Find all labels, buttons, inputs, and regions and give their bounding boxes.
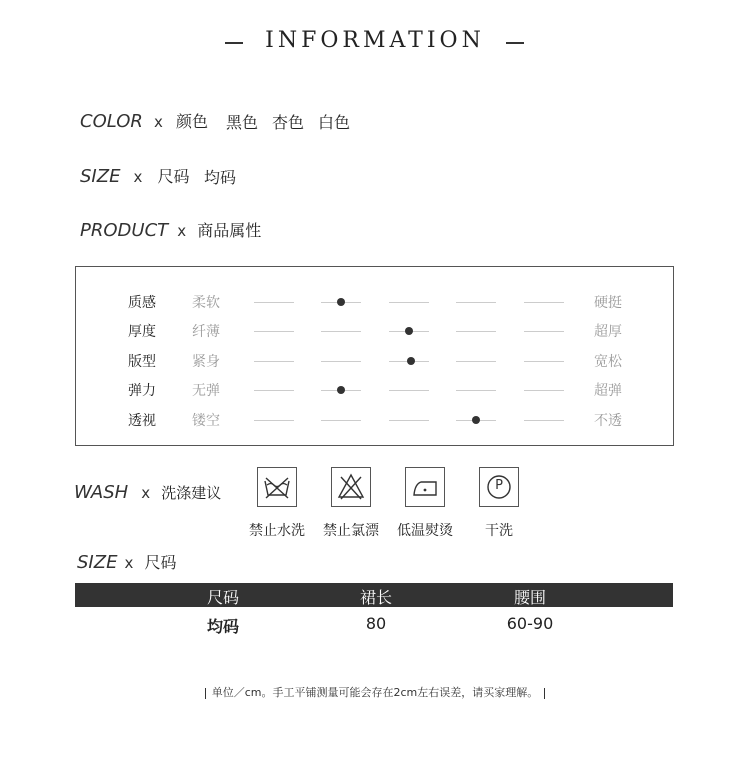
scale-segment: [254, 390, 294, 391]
attribute-right-label: 超厚: [594, 324, 622, 340]
scale-segment: [524, 302, 564, 303]
product-label-en: PRODUCT: [80, 220, 169, 241]
attribute-left-label: 镂空: [192, 413, 220, 429]
attribute-right-label: 超弹: [594, 383, 622, 399]
attribute-left-label: 柔软: [192, 295, 220, 311]
attribute-row: [76, 351, 675, 371]
size-label-en: SIZE: [80, 166, 121, 187]
scale-segment: [524, 331, 564, 332]
size-cell-length: 80: [365, 614, 387, 633]
scale-segment: [321, 420, 361, 421]
dry-clean-icon: [479, 467, 519, 507]
scale-segment: [524, 390, 564, 391]
color-value-1: 黑色: [226, 113, 259, 132]
footnote: [0, 684, 750, 700]
low-temp-iron-icon: [405, 467, 445, 507]
scale-marker: [407, 357, 415, 365]
scale-segment: [456, 390, 496, 391]
no-bleach-icon: [331, 467, 371, 507]
footnote-bar-left: [205, 688, 206, 699]
product-row: [80, 218, 261, 241]
scale-segment: [389, 390, 429, 391]
scale-segment: [254, 361, 294, 362]
size-value: 均码: [204, 168, 237, 187]
size-cell-size: 均码: [206, 617, 239, 636]
color-x: x: [153, 113, 163, 131]
wash-label-4: 干洗: [485, 523, 513, 539]
attribute-row: [76, 410, 675, 430]
wash-x: x: [141, 484, 151, 502]
size-table-header: [75, 583, 673, 607]
size-header-length: 裙长: [359, 588, 392, 607]
title-section: [0, 28, 750, 58]
scale-segment: [456, 302, 496, 303]
size-cell-waist: 60-90: [506, 614, 554, 633]
scale-segment: [254, 420, 294, 421]
size-label-zh: 尺码: [157, 167, 190, 186]
scale-marker: [337, 386, 345, 394]
wash-label-1: 禁止水洗: [249, 523, 305, 539]
wash-label-3: 低温熨烫: [397, 523, 453, 539]
color-value-2: 杏色: [272, 113, 305, 132]
attribute-right-label: 硬挺: [594, 295, 622, 311]
scale-marker: [472, 416, 480, 424]
scale-segment: [321, 331, 361, 332]
attribute-box: [75, 266, 674, 446]
footnote-bar-right: [544, 688, 545, 699]
page-title: INFORMATION: [265, 28, 485, 53]
scale-segment: [456, 331, 496, 332]
size-table-label-en: SIZE: [77, 552, 118, 573]
attribute-right-label: 不透: [594, 413, 622, 429]
scale-segment: [524, 420, 564, 421]
color-label-zh: 颜色: [175, 112, 208, 131]
size-table-row: [77, 550, 177, 573]
product-x: x: [177, 222, 187, 240]
attribute-left-label: 紧身: [192, 354, 220, 370]
scale-marker: [405, 327, 413, 335]
size-row: [80, 164, 190, 187]
attribute-name: 版型: [128, 354, 156, 370]
no-water-wash-icon: [257, 467, 297, 507]
size-table-label-zh: 尺码: [144, 553, 177, 572]
scale-segment: [254, 331, 294, 332]
wash-label-zh: 洗涤建议: [161, 484, 222, 502]
scale-segment: [254, 302, 294, 303]
dry-clean-symbol: P: [495, 478, 503, 493]
color-label-en: COLOR: [80, 111, 143, 132]
attribute-right-label: 宽松: [594, 354, 622, 370]
size-table-x: x: [124, 554, 134, 572]
wash-label-en: WASH: [74, 482, 129, 503]
size-header-waist: 腰围: [513, 588, 546, 607]
scale-segment: [321, 361, 361, 362]
attribute-name: 弹力: [128, 383, 156, 399]
color-value-3: 白色: [318, 113, 351, 132]
size-x: x: [133, 168, 143, 186]
attribute-name: 厚度: [128, 324, 156, 340]
size-header-size: 尺码: [206, 588, 239, 607]
attribute-name: 透视: [128, 413, 156, 429]
scale-marker: [337, 298, 345, 306]
color-row: [80, 109, 208, 132]
scale-segment: [389, 302, 429, 303]
title-dash-right: [506, 42, 524, 44]
product-label-zh: 商品属性: [197, 221, 262, 240]
scale-segment: [389, 420, 429, 421]
attribute-name: 质感: [128, 295, 156, 311]
attribute-left-label: 无弹: [192, 383, 220, 399]
scale-segment: [524, 361, 564, 362]
attribute-row: [76, 292, 675, 312]
attribute-left-label: 纤薄: [192, 324, 220, 340]
footnote-text: 单位／cm。手工平铺测量可能会存在2cm左右误差，请买家理解。: [211, 686, 539, 699]
attribute-row: [76, 380, 675, 400]
scale-segment: [456, 361, 496, 362]
wash-row: [74, 482, 221, 503]
wash-label-2: 禁止氯漂: [323, 523, 379, 539]
attribute-row: [76, 321, 675, 341]
